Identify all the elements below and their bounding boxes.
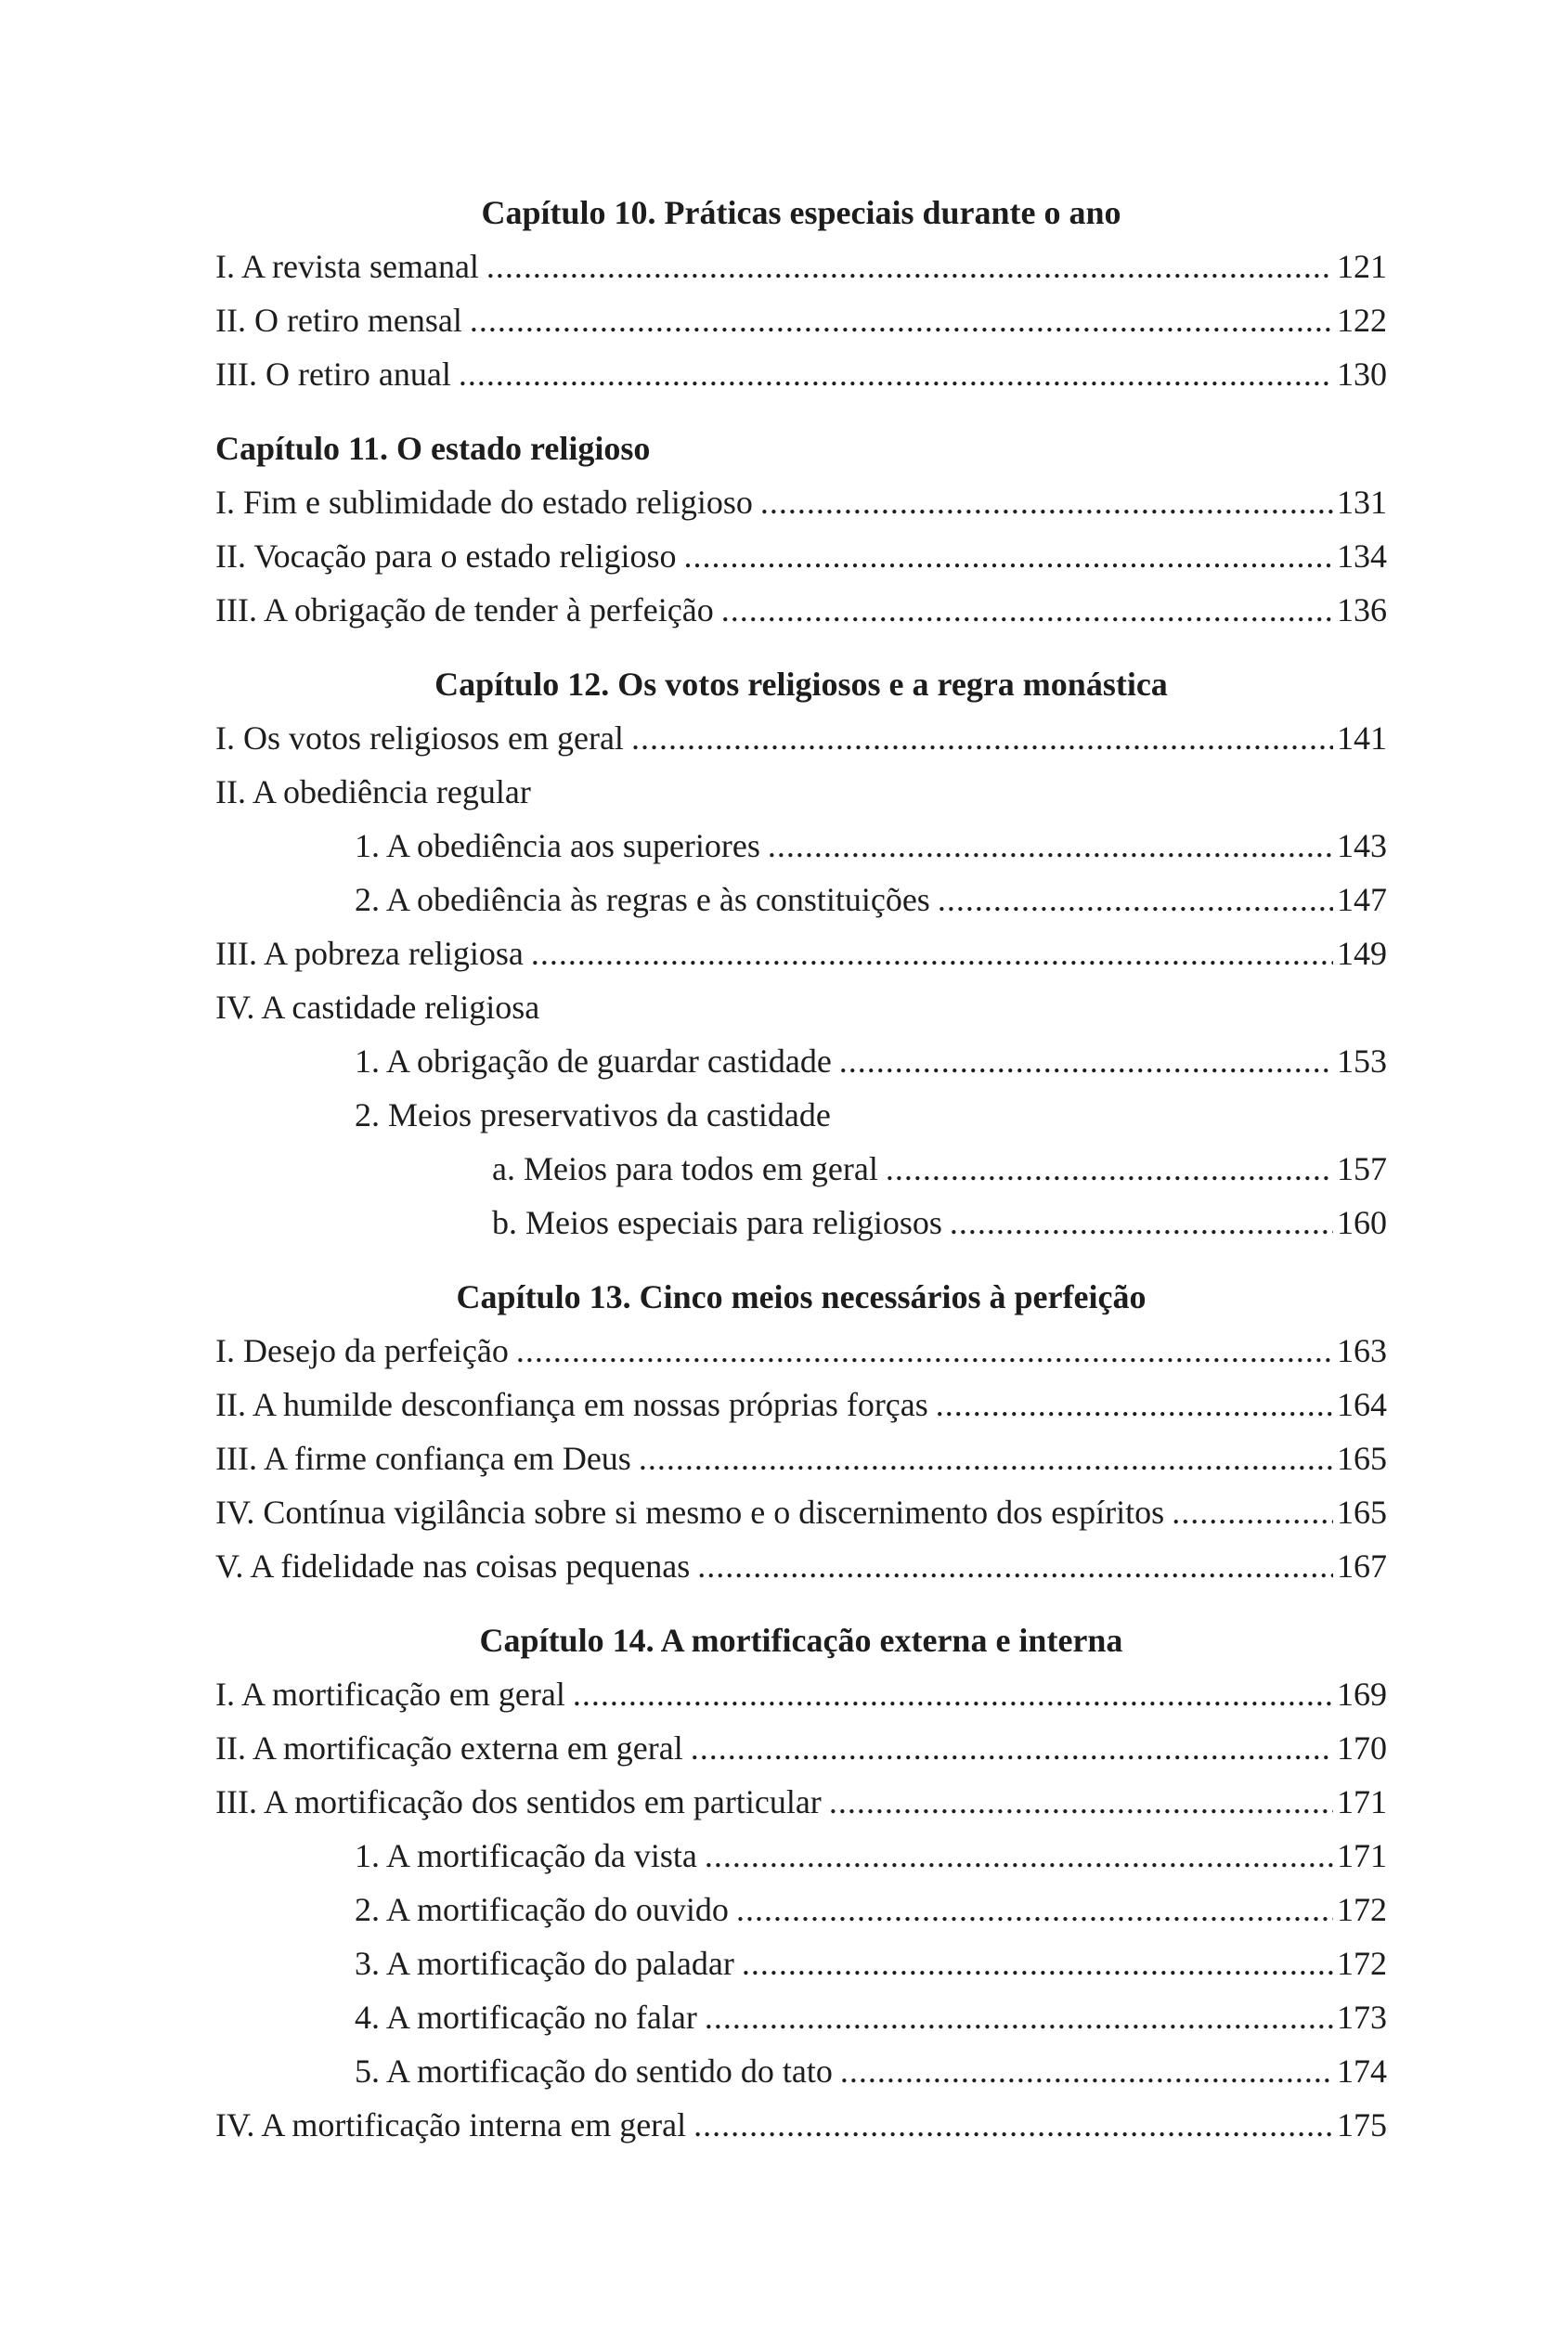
chapter-spacer: [215, 401, 1387, 421]
toc-entry[interactable]: [215, 926, 1387, 980]
dot-leader: [486, 240, 1333, 293]
chapter-title: Capítulo 13. Cinco meios necessários à perfeição: [456, 1278, 1147, 1315]
entry-label: I. A mortificação em geral: [215, 1676, 565, 1713]
dot-leader: [760, 475, 1333, 529]
page-number: 160: [1337, 1204, 1387, 1241]
toc-entry[interactable]: [215, 529, 1387, 583]
entry-label: 1. A obediência aos superiores: [355, 827, 760, 864]
entry-label: b. Meios especiais para religiosos: [492, 1204, 942, 1241]
entry-label: IV. Contínua vigilância sobre si mesmo e o discernimento dos espíritos: [215, 1494, 1165, 1531]
dot-leader: [531, 926, 1333, 980]
toc-entry[interactable]: [215, 2044, 1387, 2098]
page-number: 131: [1337, 484, 1387, 521]
page-number: 165: [1337, 1440, 1387, 1477]
dot-leader: [768, 819, 1333, 873]
page-number: 121: [1337, 248, 1387, 285]
toc-entry[interactable]: [215, 1378, 1387, 1431]
chapter-spacer: [215, 1250, 1387, 1270]
entry-label: I. Os votos religiosos em geral: [215, 719, 624, 757]
dot-leader: [691, 1721, 1333, 1775]
entry-label: III. A firme confiança em Deus: [215, 1440, 631, 1477]
toc-entry[interactable]: [215, 1990, 1387, 2044]
chapter-section: [215, 421, 1387, 637]
entry-label: II. A mortificação externa em geral: [215, 1729, 683, 1767]
toc-entry[interactable]: [215, 1539, 1387, 1593]
entry-label: II. A obediência regular: [215, 773, 531, 810]
dot-leader: [705, 1829, 1333, 1883]
dot-leader: [950, 1196, 1333, 1250]
entry-label: IV. A mortificação interna em geral: [215, 2106, 687, 2143]
toc-entry[interactable]: [215, 1485, 1387, 1539]
entry-label: III. A obrigação de tender à perfeição: [215, 591, 714, 628]
entry-label: 2. Meios preservativos da castidade: [355, 1096, 831, 1133]
entry-label: II. A humilde desconfiança em nossas próprias forças: [215, 1386, 928, 1423]
toc-entry[interactable]: [215, 1431, 1387, 1485]
dot-leader: [936, 1378, 1333, 1431]
chapter-title: Capítulo 10. Práticas especiais durante o ano: [481, 194, 1121, 231]
toc-entry[interactable]: [215, 1088, 1387, 1142]
toc-entry[interactable]: [215, 1829, 1387, 1883]
entry-label: IV. A castidade religiosa: [215, 989, 540, 1026]
dot-leader: [470, 293, 1333, 347]
entry-label: I. A revista semanal: [215, 248, 479, 285]
page-number: 130: [1337, 356, 1387, 393]
table-of-contents: [215, 186, 1387, 2152]
toc-entry[interactable]: [215, 980, 1387, 1034]
dot-leader: [839, 1034, 1333, 1088]
page-number: 136: [1337, 591, 1387, 628]
page-number: 164: [1337, 1386, 1387, 1423]
entry-label: 4. A mortificação no falar: [355, 1999, 697, 2036]
toc-entry[interactable]: [215, 1775, 1387, 1829]
page-number: 173: [1337, 1999, 1387, 2036]
chapter-title: Capítulo 14. A mortificação externa e interna: [479, 1622, 1123, 1659]
entry-label: III. A mortificação dos sentidos em particular: [215, 1783, 822, 1820]
page-number: 147: [1337, 881, 1387, 918]
dot-leader: [697, 1539, 1333, 1593]
dot-leader: [516, 1324, 1333, 1378]
dot-leader: [829, 1775, 1333, 1829]
chapter-title: Capítulo 12. Os votos religiosos e a regra monástica: [434, 666, 1168, 703]
page-number: 141: [1337, 719, 1387, 757]
toc-entry[interactable]: [215, 1667, 1387, 1721]
toc-entry[interactable]: [215, 2098, 1387, 2152]
toc-entry[interactable]: [215, 1034, 1387, 1088]
toc-entry[interactable]: [215, 1936, 1387, 1990]
entry-label: 1. A obrigação de guardar castidade: [355, 1042, 832, 1080]
page-number: 153: [1337, 1042, 1387, 1080]
toc-entry[interactable]: [215, 873, 1387, 926]
entry-label: III. A pobreza religiosa: [215, 935, 524, 972]
page-number: 171: [1337, 1837, 1387, 1874]
page-number: 170: [1337, 1729, 1387, 1767]
entry-label: II. Vocação para o estado religioso: [215, 537, 677, 575]
chapter-title: Capítulo 11. O estado religioso: [215, 430, 651, 467]
entry-label: 1. A mortificação da vista: [355, 1837, 697, 1874]
toc-entry[interactable]: [215, 819, 1387, 873]
dot-leader: [573, 1667, 1333, 1721]
toc-entry[interactable]: [215, 240, 1387, 293]
chapter-section: [215, 1270, 1387, 1593]
entry-label: 2. A mortificação do ouvido: [355, 1891, 729, 1928]
dot-leader: [1172, 1485, 1333, 1539]
dot-leader: [840, 2044, 1333, 2098]
toc-entry[interactable]: [215, 1883, 1387, 1936]
chapter-section: [215, 186, 1387, 401]
page-number: 172: [1337, 1891, 1387, 1928]
page-number: 171: [1337, 1783, 1387, 1820]
dot-leader: [705, 1990, 1333, 2044]
entry-label: 2. A obediência às regras e às constituições: [355, 881, 930, 918]
page-number: 172: [1337, 1945, 1387, 1982]
page-number: 149: [1337, 935, 1387, 972]
toc-entry[interactable]: [215, 1721, 1387, 1775]
page-number: 143: [1337, 827, 1387, 864]
page-number: 157: [1337, 1150, 1387, 1187]
dot-leader: [639, 1431, 1333, 1485]
chapter-section: [215, 657, 1387, 1250]
toc-entry[interactable]: [215, 1196, 1387, 1250]
dot-leader: [631, 711, 1333, 765]
dot-leader: [693, 2098, 1333, 2152]
toc-entry[interactable]: [215, 711, 1387, 765]
page-number: 175: [1337, 2106, 1387, 2143]
page-number: 163: [1337, 1332, 1387, 1369]
toc-entry[interactable]: [215, 347, 1387, 401]
entry-label: II. O retiro mensal: [215, 302, 462, 339]
toc-entry[interactable]: [215, 475, 1387, 529]
dot-leader: [938, 873, 1333, 926]
dot-leader: [684, 529, 1334, 583]
entry-label: 5. A mortificação do sentido do tato: [355, 2053, 833, 2090]
toc-entry[interactable]: [215, 765, 1387, 819]
entry-label: I. Fim e sublimidade do estado religioso: [215, 484, 753, 521]
entry-label: V. A fidelidade nas coisas pequenas: [215, 1548, 691, 1585]
page-number: 122: [1337, 302, 1387, 339]
toc-entry[interactable]: [215, 293, 1387, 347]
chapter-section: [215, 1613, 1387, 2152]
toc-entry[interactable]: [215, 1324, 1387, 1378]
entry-label: 3. A mortificação do paladar: [355, 1945, 734, 1982]
dot-leader: [459, 347, 1333, 401]
toc-entry[interactable]: [215, 1142, 1387, 1196]
page-number: 165: [1337, 1494, 1387, 1531]
toc-entry[interactable]: [215, 583, 1387, 637]
entry-label: III. O retiro anual: [215, 356, 451, 393]
dot-leader: [742, 1936, 1333, 1990]
chapter-spacer: [215, 637, 1387, 657]
page-number: 167: [1337, 1548, 1387, 1585]
chapter-spacer: [215, 1593, 1387, 1613]
dot-leader: [721, 583, 1333, 637]
page-number: 174: [1337, 2053, 1387, 2090]
page-number: 169: [1337, 1676, 1387, 1713]
dot-leader: [736, 1883, 1333, 1936]
page-number: 134: [1337, 537, 1387, 575]
entry-label: I. Desejo da perfeição: [215, 1332, 509, 1369]
entry-label: a. Meios para todos em geral: [492, 1150, 878, 1187]
dot-leader: [886, 1142, 1333, 1196]
